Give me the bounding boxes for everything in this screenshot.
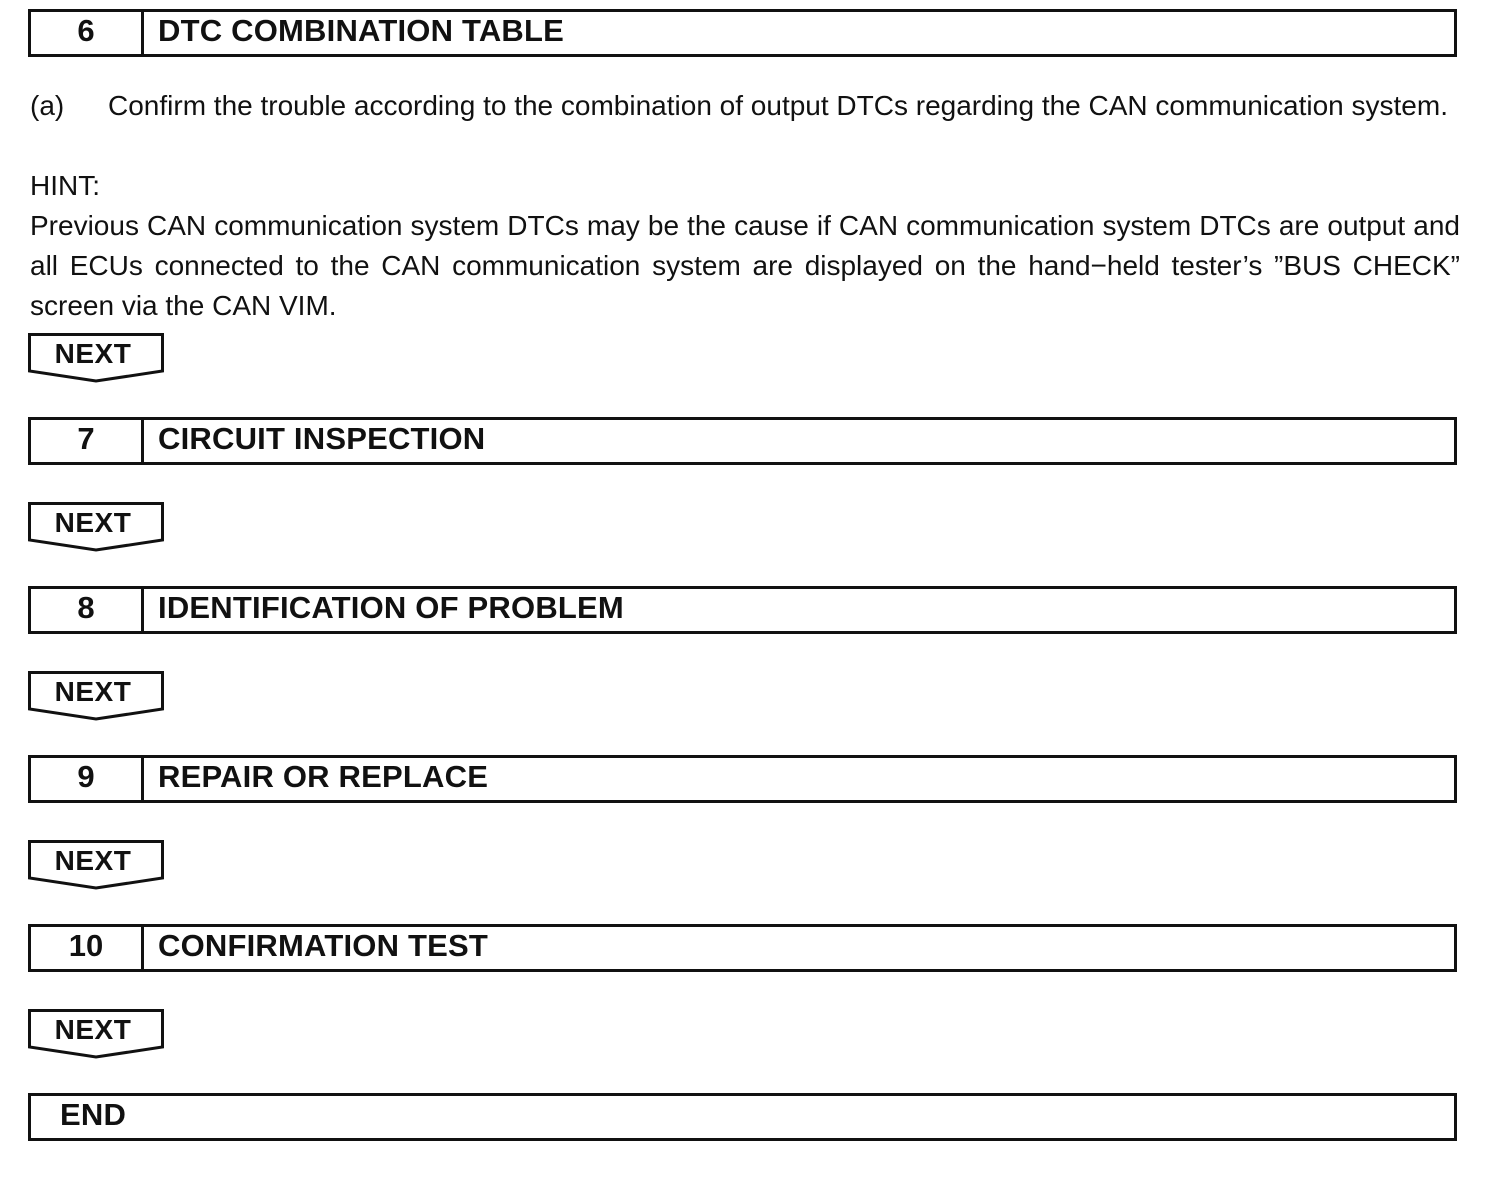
hint-label: HINT: xyxy=(30,170,100,201)
step-7-header xyxy=(28,417,1457,465)
step-title: REPAIR OR REPLACE xyxy=(158,759,489,794)
step-number: 8 xyxy=(31,589,144,631)
step-title: DTC COMBINATION TABLE xyxy=(158,13,565,48)
next-label: NEXT xyxy=(54,507,132,538)
step-10-header xyxy=(28,924,1457,972)
step-title: CIRCUIT INSPECTION xyxy=(158,421,486,456)
step-9-header xyxy=(28,755,1457,803)
next-label: NEXT xyxy=(54,676,132,707)
next-button[interactable] xyxy=(28,1009,166,1061)
item-a-text: Confirm the trouble according to the combination of output DTCs regarding the CAN communication system. xyxy=(108,90,1448,121)
item-a-label: (a) xyxy=(30,90,65,121)
end-box xyxy=(28,1093,1457,1141)
end-label: END xyxy=(60,1097,127,1132)
step-title: CONFIRMATION TEST xyxy=(158,928,489,963)
next-button[interactable] xyxy=(28,840,166,892)
step-number: 10 xyxy=(31,927,144,969)
step-number: 7 xyxy=(31,420,144,462)
step-number: 9 xyxy=(31,758,144,800)
next-button[interactable] xyxy=(28,333,166,385)
step-title: IDENTIFICATION OF PROBLEM xyxy=(158,590,624,625)
next-button[interactable] xyxy=(28,502,166,554)
hint-text: Previous CAN communication system DTCs may be the cause if CAN communication system DTCs are output and all ECUs connected to the CAN communication system are displayed on the hand−held tester’s ”BUS CHECK” screen via the CAN VIM. xyxy=(30,210,1460,321)
next-button[interactable] xyxy=(28,671,166,723)
step-number: 6 xyxy=(31,12,144,54)
step-6-header xyxy=(28,9,1457,57)
next-label: NEXT xyxy=(54,1014,132,1045)
next-label: NEXT xyxy=(54,338,132,369)
next-label: NEXT xyxy=(54,845,132,876)
step-8-header xyxy=(28,586,1457,634)
